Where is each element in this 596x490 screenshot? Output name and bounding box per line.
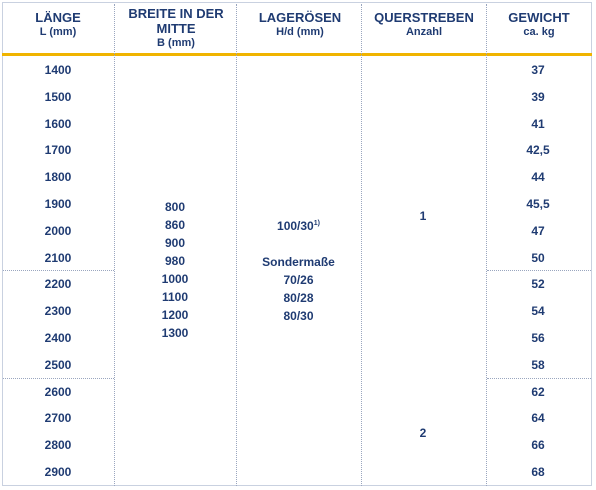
header-lageroesen-title: LAGERÖSEN <box>258 10 342 25</box>
weight-cell: 68 <box>531 465 545 479</box>
footnote-marker: 1) <box>313 220 320 227</box>
column-divider <box>486 4 487 486</box>
querstreben-value: 1 <box>419 209 427 223</box>
lageroesen-sondermasse <box>236 253 361 325</box>
weight-cell: 52 <box>531 277 545 292</box>
table-header <box>2 2 592 54</box>
width-value: 1100 <box>161 290 189 304</box>
weight-cell: 39 <box>531 89 545 104</box>
header-breite-unit: B (mm) <box>157 37 195 49</box>
weight-cell: 66 <box>531 438 545 453</box>
header-accent-bar <box>2 53 592 56</box>
weight-cell: 50 <box>531 250 545 265</box>
weight-cell: 62 <box>531 384 545 399</box>
length-cell: 2300 <box>44 304 72 319</box>
header-lageroesen-unit: H/d (mm) <box>276 26 324 38</box>
sondermasse-label: Sondermaße <box>262 255 335 269</box>
row-group-separator <box>487 270 591 271</box>
header-gewicht <box>486 10 592 39</box>
length-cell: 1400 <box>44 63 72 77</box>
width-value: 900 <box>164 236 186 250</box>
header-breite <box>117 6 235 50</box>
row-group-separator <box>3 270 114 271</box>
header-lageroesen <box>238 10 362 39</box>
length-cell: 2100 <box>44 250 72 265</box>
width-value: 1000 <box>161 272 189 286</box>
width-value: 980 <box>164 254 186 268</box>
weight-cell: 37 <box>531 63 545 77</box>
length-cell: 1700 <box>44 143 72 158</box>
length-cell: 2400 <box>44 331 72 345</box>
length-cell: 2500 <box>44 357 72 372</box>
sondermasse-value: 80/28 <box>283 291 314 305</box>
length-cell: 2600 <box>44 384 72 399</box>
header-laenge-title: LÄNGE <box>35 10 81 25</box>
width-values <box>114 198 236 342</box>
length-cell: 1500 <box>44 89 72 104</box>
length-cell: 1600 <box>44 116 72 131</box>
length-cell: 2800 <box>44 438 72 453</box>
header-querstreben-title: QUERSTREBEN <box>374 10 474 25</box>
row-group-separator <box>3 378 114 379</box>
width-value: 860 <box>164 218 186 232</box>
sondermasse-value: 80/30 <box>283 309 314 323</box>
weight-cell: 58 <box>531 357 545 372</box>
width-value: 1200 <box>161 308 189 322</box>
length-cell: 2200 <box>44 277 72 292</box>
length-cell: 2900 <box>44 465 72 479</box>
header-breite-title: BREITE IN DER MITTE <box>128 6 224 36</box>
width-value: 800 <box>164 200 186 214</box>
length-cell: 1800 <box>44 170 72 185</box>
header-querstreben-unit: Anzahl <box>405 26 443 38</box>
weight-cell: 42,5 <box>526 143 550 158</box>
header-gewicht-title: GEWICHT <box>508 10 570 25</box>
header-gewicht-unit: ca. kg <box>523 26 555 38</box>
lageroesen-standard-value: 100/30 <box>277 219 314 233</box>
querstreben-value: 2 <box>419 426 427 440</box>
weight-cell: 54 <box>531 304 545 319</box>
length-cell: 2700 <box>44 411 72 426</box>
width-value: 1300 <box>161 326 189 340</box>
lageroesen-standard <box>236 217 361 235</box>
table-frame <box>2 2 592 486</box>
length-cell: 2000 <box>44 223 72 238</box>
header-querstreben <box>363 10 485 39</box>
sondermasse-value: 70/26 <box>283 273 314 287</box>
column-divider <box>236 4 237 486</box>
header-laenge-unit: L (mm) <box>39 26 77 38</box>
header-laenge <box>2 10 114 39</box>
weight-cell: 45,5 <box>526 197 550 211</box>
weight-cell: 41 <box>531 116 545 131</box>
weight-cell: 56 <box>531 331 545 345</box>
row-group-separator <box>487 378 591 379</box>
weight-cell: 47 <box>531 223 545 238</box>
length-cell: 1900 <box>44 197 72 211</box>
weight-cell: 44 <box>531 170 545 185</box>
weight-cell: 64 <box>531 411 545 426</box>
column-divider <box>361 4 362 486</box>
